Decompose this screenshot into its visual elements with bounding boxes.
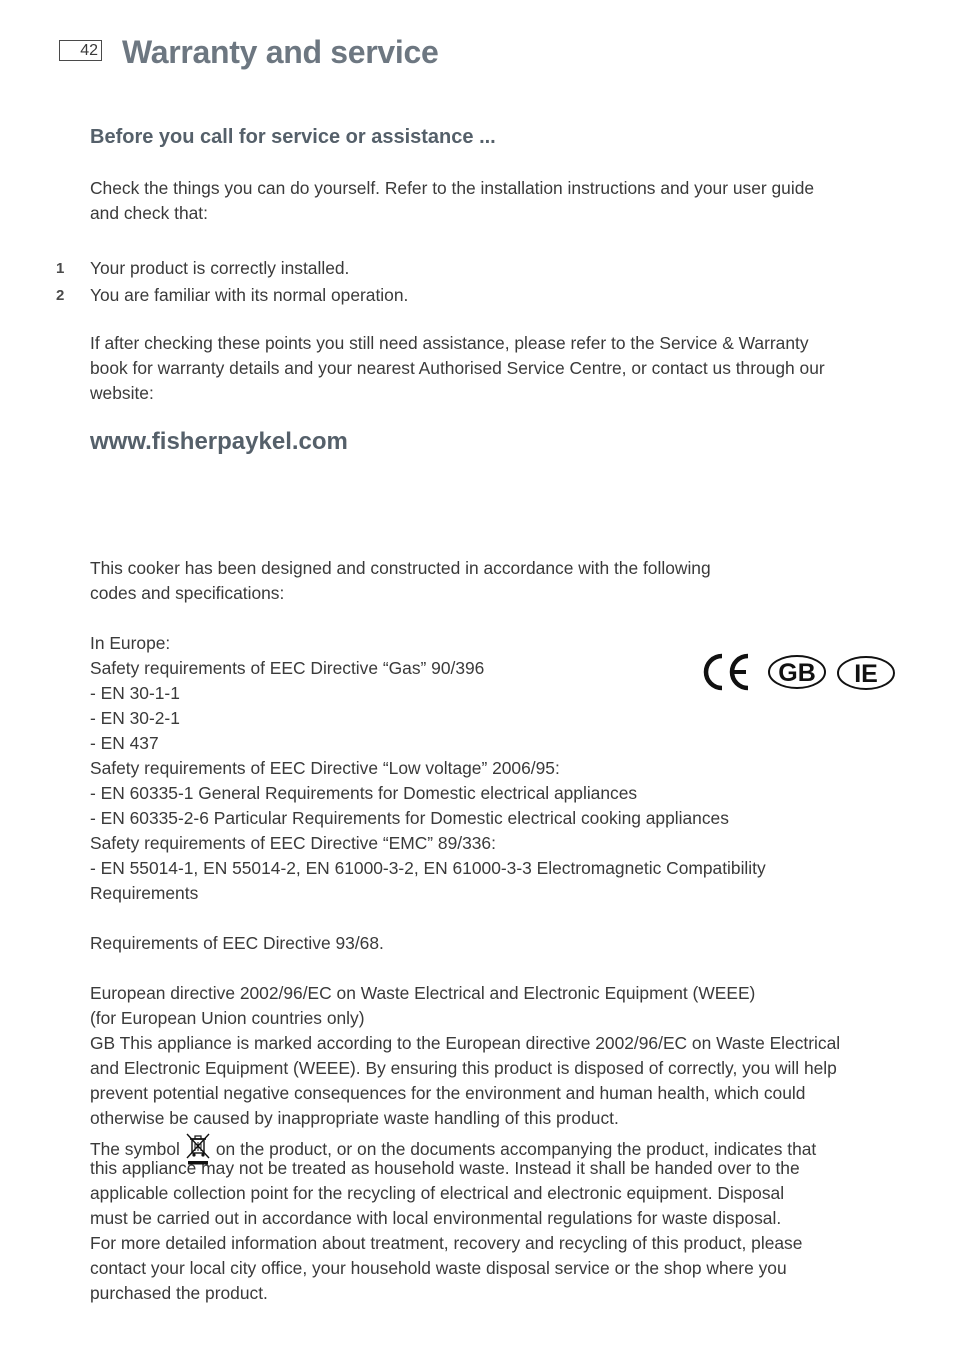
weee-disposal-info: this appliance may not be treated as household waste. Instead it shall be handed over to the applicable collection point for the recycling of electrical and electronic equipment. Disposal must be carried out in accordance with local environmental regulations for waste disposal. For more detailed information about treatment, recovery and recycling of this product, please contact your local city office, your household waste disposal service or the shop where you purchased the product.: [90, 1158, 803, 1303]
page-title: Warranty and service: [122, 34, 439, 70]
page-number: 42: [59, 40, 102, 61]
certification-marks-graphic: [700, 652, 900, 694]
ie-mark-label: IE: [854, 660, 878, 688]
directive-93-68: Requirements of EEC Directive 93/68.: [90, 933, 384, 953]
website-link[interactable]: www.fisherpaykel.com: [90, 428, 348, 455]
ce-mark-icon: [706, 656, 748, 688]
service-followup: If after checking these points you still need assistance, please refer to the Service & Warranty book for warranty details and your nearest Authorised Service Centre, or contact us through our website:: [90, 333, 825, 403]
ie-oval-icon: [838, 657, 894, 689]
service-intro: Check the things you can do yourself. Refer to the installation instructions and your user guide and check that:: [90, 178, 815, 223]
symbol-suffix: on the product, or on the documents accompanying the product, indicates that: [215, 1139, 817, 1159]
gb-mark-label: GB: [778, 659, 816, 687]
symbol-prefix: The symbol: [90, 1139, 180, 1159]
list-item-text: You are familiar with its normal operation.: [90, 285, 409, 305]
gb-oval-icon: [769, 656, 825, 688]
certification-marks: [700, 652, 900, 694]
list-item-number: 2: [56, 287, 65, 304]
europe-requirements: In Europe: Safety requirements of EEC Directive “Gas” 90/396 - EN 30-1-1 - EN 30-2-1 - EN 437 Safety requirements of EEC Directive “Low voltage” 2006/95: - EN 60335-1 General Requirements for Domestic electrical appliances - EN 60335-2-6 Particular Requirements for Domestic electrical cooking appliances Safety requirements of EEC Directive “EMC” 89/336: - EN 55014-1, EN 55014-2, EN 61000-3-2, EN 61000-3-3 Electromagnetic Compatibility Requirements: [90, 633, 766, 903]
compliance-intro: This cooker has been designed and constructed in accordance with the following codes and specifications:: [90, 558, 711, 603]
weee-directive: European directive 2002/96/EC on Waste Electrical and Electronic Equipment (WEEE) (for European Union countries only) GB This appliance is marked according to the European directive 2002/96/EC on Waste Electrical and Electronic Equipment (WEEE). By ensuring this product is disposed of correctly, you will help prevent potential negative consequences for the environment and human health, which could otherwise be caused by inappropriate waste handling of this product.: [90, 983, 841, 1128]
list-item-number: 1: [56, 260, 65, 277]
service-heading: Before you call for service or assistance ...: [90, 126, 496, 148]
list-item-text: Your product is correctly installed.: [90, 258, 350, 278]
